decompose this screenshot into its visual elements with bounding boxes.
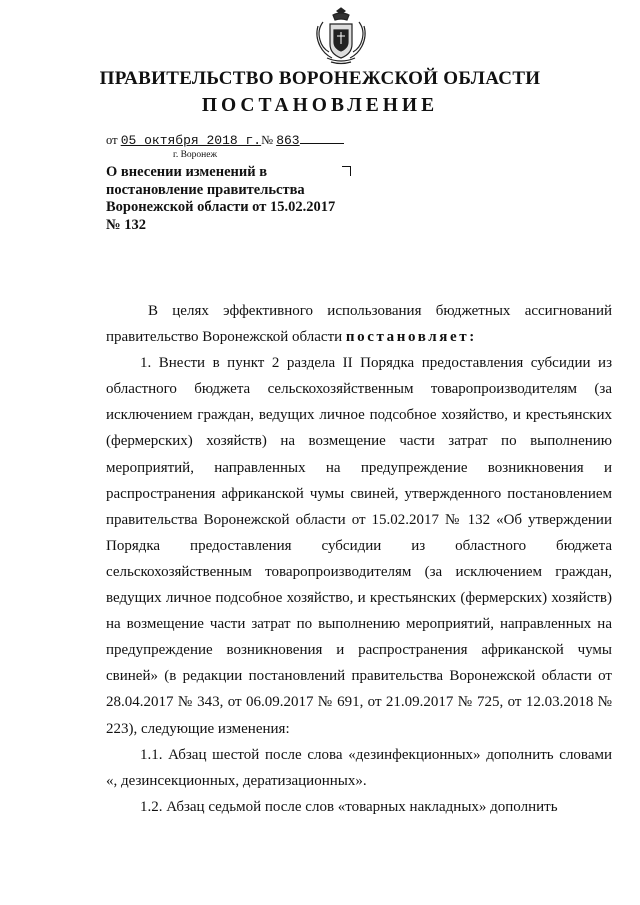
preamble-text: В целях эффективного использования бюджетных ассигнований правительство Воронежской области	[106, 303, 612, 346]
date-prefix: от	[106, 133, 118, 147]
document-number: 863	[276, 133, 300, 148]
preamble-paragraph	[106, 298, 612, 350]
item-1-1: 1.1. Абзац шестой после слова «дезинфекционных» дополнить словами «, дезинсекционных, дератизационных».	[106, 746, 612, 789]
document-date: 05 октября 2018 г.	[120, 133, 262, 148]
decree-word: постановляет:	[345, 329, 477, 346]
date-line	[106, 133, 344, 148]
number-underline	[300, 133, 344, 144]
number-sign: №	[261, 133, 274, 147]
item-1: 1. Внести в пункт 2 раздела II Порядка предоставления субсидии из областного бюджета сельскохозяйственным товаропроизводителям (за исключением граждан, ведущих личное подсобное хозяйство, и крестьянских (фермерских) хозяйств) на возмещение части затрат по выполнению мероприятий, направленных на предупреждение возникновения и распространения африканской чумы свиней, утвержденного постановлением правительства Воронежской области от 15.02.2017 № 132 «Об утверждении Порядка предоставления субсидии из областного бюджета сельскохозяйственным товаропроизводителям (за исключением граждан, ведущих личное подсобное хозяйство, и крестьянских (фермерских) хозяйств) на возмещение части затрат по выполнению мероприятий, направленных на предупреждение возникновения и распространения африканской чумы свиней» (в редакции постановлений правительства Воронежской области от 28.04.2017 № 343, от 06.09.2017 № 691, от 21.09.2017 № 725, от 12.03.2018 № 223), следующие изменения:	[106, 355, 612, 737]
document-subject: О внесении изменений в постановление правительства Воронежской области от 15.02.2017 № 132	[106, 164, 336, 233]
subject-corner-mark	[342, 166, 351, 176]
document-body	[106, 298, 612, 820]
item-1-2: 1.2. Абзац седьмой после слов «товарных накладных» дополнить	[140, 798, 558, 815]
organization-name: ПРАВИТЕЛЬСТВО ВОРОНЕЖСКОЙ ОБЛАСТИ	[99, 68, 541, 89]
city: г. Воронеж	[173, 150, 218, 160]
document-type: ПОСТАНОВЛЕНИЕ	[201, 95, 439, 116]
coat-of-arms-icon	[313, 6, 369, 66]
